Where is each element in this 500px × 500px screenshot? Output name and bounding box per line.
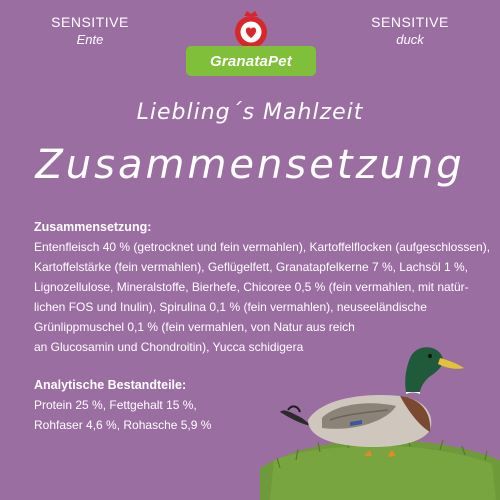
pomegranate-icon — [186, 10, 316, 50]
composition-line: lichen FOS und Inulin), Spirulina 0,1 % (fein vermahlen), neuseeländische — [34, 300, 427, 314]
brand-logo — [186, 10, 316, 82]
composition-line: Grünlippmuschel 0,1 % (fein vermahlen, von Natur aus reich — [34, 320, 355, 334]
variant-label-left-line2: Ente — [76, 31, 104, 47]
analytic-heading: Analytische Bestandteile: — [34, 378, 187, 392]
variant-label-right-line1: SENSITIVE — [371, 14, 449, 30]
composition-heading: Zusammensetzung: — [34, 220, 152, 234]
variant-label-left — [30, 14, 150, 48]
composition-line: Lignozellulose, Mineralstoffe, Bierhefe, Chicoree 0,5 % (fein vermahlen, mit natür- — [34, 280, 469, 294]
composition-line: an Glucosamin und Chondroitin), Yucca schidigera — [34, 340, 304, 354]
page-title: Zusammensetzung — [35, 142, 465, 188]
meal-subtitle: Liebling´s Mahlzeit — [136, 100, 364, 125]
variant-label-right — [350, 14, 470, 48]
composition-line: Entenfleisch 40 % (getrocknet und fein vermahlen), Kartoffelflocken (aufgeschlossen), — [34, 240, 491, 254]
composition-line: Kartoffelstärke (fein vermahlen), Geflügelfett, Granatapfelkerne 7 %, Lachsöl 1 %, — [34, 260, 469, 274]
analytic-line: Rohfaser 4,6 %, Rohasche 5,9 % — [34, 418, 212, 432]
duck-illustration — [260, 300, 500, 500]
variant-label-right-line2: duck — [396, 31, 424, 47]
analytic-line: Protein 25 %, Fettgehalt 15 %, — [34, 398, 197, 412]
brand-name: GranataPet — [186, 46, 316, 76]
variant-label-left-line1: SENSITIVE — [51, 14, 129, 30]
